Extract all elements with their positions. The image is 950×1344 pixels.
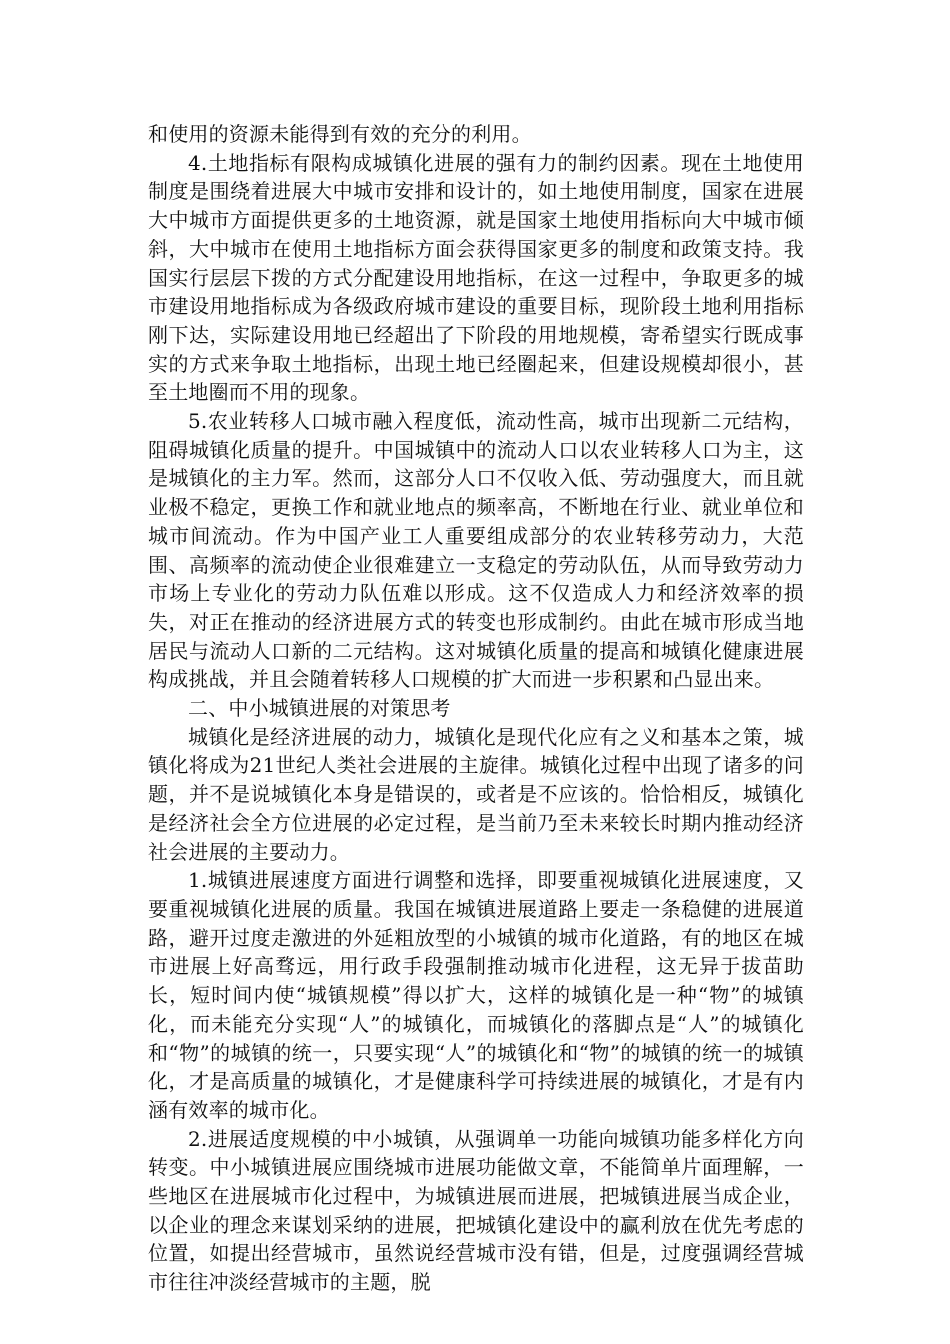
paragraph-land-indicators: 4.土地指标有限构成城镇化进展的强有力的制约因素。现在土地使用制度是围绕着进展大中城市安排和设计的，如土地使用制度，国家在进展大中城市方面提供更多的土地资源，就是国家土地使用指标向大中城市倾斜，大中城市在使用土地指标方面会获得国家更多的制度和政策支持。我国实行层层下拨的方式分配建设用地指标，在这一过程中，争取更多的城市建设用地指标成为各级政府城市建设的重要目标，现阶段土地利用指标刚下达，实际建设用地已经超出了下阶段的用地规模，寄希望实行既成事实的方式来争取土地指标，出现土地已经圈起来，但建设规模却很小，甚至土地圈而不用的现象。 [148,150,804,405]
paragraph-speed-adjustment: 1.城镇进展速度方面进行调整和选择，即要重视城镇化进展速度，又要重视城镇化进展的质量。我国在城镇进展道路上要走一条稳健的进展道路，避开过度走激进的外延粗放型的小城镇的城市化道路，有的地区在城市进展上好高骛远，用行政手段强制推动城市化进程，这无异于拔苗助长，短时间内使“城镇规模”得以扩大，这样的城镇化是一种“物”的城镇化，而未能充分实现“人”的城镇化，而城镇化的落脚点是“人”的城镇化和“物”的城镇的统一，只要实现“人”的城镇化和“物”的城镇的统一的城镇化，才是高质量的城镇化，才是健康科学可持续进展的城镇化，才是有内涵有效率的城市化。 [148,868,804,1122]
document-body [148,120,804,1297]
paragraph-urbanization-intro: 城镇化是经济进展的动力，城镇化是现代化应有之义和基本之策，城镇化将成为21世纪人类社会进展的主旋律。城镇化过程中出现了诸多的问题，并不是说城镇化本身是错误的，或者是不应该的。恰恰相反，城镇化是经济社会全方位进展的必定过程，是当前乃至未来较长时期内推动经济社会进展的主要动力。 [148,724,804,864]
section-heading: 二、中小城镇进展的对策思考 [188,696,451,721]
paragraph-migrant-population: 5.农业转移人口城市融入程度低，流动性高，城市出现新二元结构，阻碍城镇化质量的提升。中国城镇中的流动人口以农业转移人口为主，这是城镇化的主力军。然而，这部分人口不仅收入低、劳动强度大，而且就业极不稳定，更换工作和就业地点的频率高，不断地在行业、就业单位和城市间流动。作为中国产业工人重要组成部分的农业转移劳动力，大范围、高频率的流动使企业很难建立一支稳定的劳动队伍，从而导致劳动力市场上专业化的劳动力队伍难以形成。这不仅造成人力和经济效率的损失，对正在推动的经济进展方式的转变也形成制约。由此在城市形成当地居民与流动人口新的二元结构。这对城镇化质量的提高和城镇化健康进展构成挑战，并且会随着转移人口规模的扩大而进一步积累和凸显出来。 [148,409,804,692]
paragraph-continuation: 和使用的资源未能得到有效的充分的利用。 [148,122,532,146]
paragraph-moderate-scale: 2.进展适度规模的中小城镇，从强调单一功能向城镇功能多样化方向转变。中小城镇进展应围绕城市进展功能做文章，不能简单片面理解，一些地区在进展城市化过程中，为城镇进展而进展，把城镇进展当成企业，以企业的理念来谋划采纳的进展，把城镇化建设中的赢利放在优先考虑的位置，如提出经营城市，虽然说经营城市没有错，但是，过度强调经营城市往往冲淡经营城市的主题，脱 [148,1126,804,1295]
